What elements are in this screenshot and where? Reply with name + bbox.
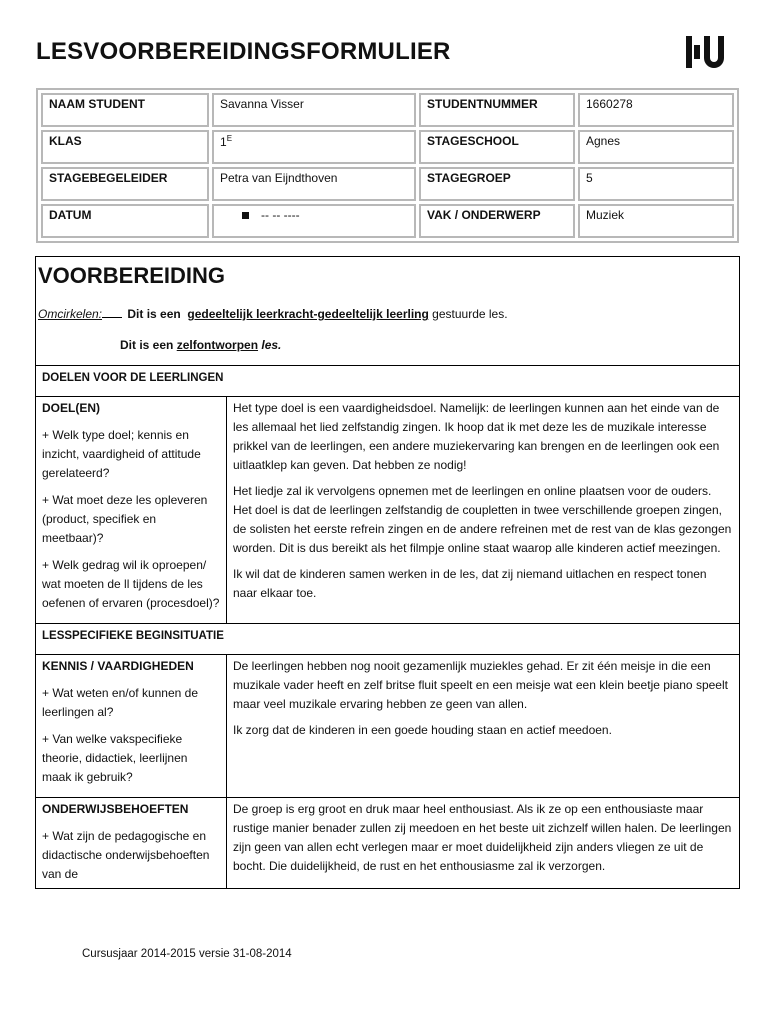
voorbereiding-cell bbox=[36, 257, 740, 366]
omcirkelen-line bbox=[38, 305, 733, 324]
doelen-question-3: + Welk gedrag wil ik oproepen/ wat moeten de ll tijdens de les oefenen of ervaren (procesdoel)? bbox=[42, 558, 220, 610]
doelen-question-1: + Welk type doel; kennis en inzicht, vaardigheid of attitude gerelateerd? bbox=[42, 428, 201, 480]
lesson-form bbox=[35, 256, 740, 889]
naam-value: Savanna Visser bbox=[212, 93, 416, 127]
doelen-section-title: DOELEN VOOR DE LEERLINGEN bbox=[36, 366, 740, 397]
doelen-answers bbox=[227, 397, 740, 624]
bullet-icon bbox=[242, 212, 249, 219]
line2-pre: Dit is een bbox=[120, 338, 174, 352]
doelen-row bbox=[36, 397, 740, 624]
footer-version: Cursusjaar 2014-2015 versie 31-08-2014 bbox=[82, 948, 292, 960]
section-row bbox=[36, 366, 740, 397]
kennis-questions bbox=[36, 655, 227, 798]
studentnummer-label: STUDENTNUMMER bbox=[419, 93, 575, 127]
line1-underlined: gedeeltelijk leerkracht-gedeeltelijk leerling bbox=[187, 307, 429, 321]
klas-value: 1 bbox=[220, 135, 227, 149]
stagebegeleider-label: STAGEBEGELEIDER bbox=[41, 167, 209, 201]
onderwijs-answer-1: De groep is erg groot en druk maar heel enthousiast. Als ik ze op een enthousiaste maar rustige manier benader zullen zij meedoen en het beste uit zichzelf willen halen. De leerlingen zijn geen van allen echt verlegen maar er moet duidelijkheid zijn anders vliegen ze uit de bocht. Die duidelijkheid, de rust en het enthousiasme zal ik verzorgen. bbox=[233, 802, 732, 873]
section-row bbox=[36, 624, 740, 655]
underline-gap bbox=[102, 305, 122, 318]
klas-suffix: E bbox=[226, 134, 233, 143]
page-title: LESVOORBEREIDINGSFORMULIER bbox=[36, 38, 451, 65]
datum-label: DATUM bbox=[41, 204, 209, 238]
stagegroep-value: 5 bbox=[578, 167, 734, 201]
doelen-answer-2: Het liedje zal ik vervolgens opnemen met de leerlingen en online plaatsen voor de ouders. Het doel is dat de leerlingen zelfstandig de coupletten in twee verschillende groepen zingen, de solisten het eerste refrein zingen en de andere refreinen met de rest van de klas gezongen worden. Dit is dus bereikt als het filmpje online staat waarop alle kinderen actief meezingen. bbox=[233, 484, 732, 555]
beginsituatie-section-title: LESSPECIFIEKE BEGINSITUATIE bbox=[36, 624, 740, 655]
onderwijs-row bbox=[36, 798, 740, 889]
onderwijs-left-title: ONDERWIJSBEHOEFTEN bbox=[42, 802, 189, 816]
doelen-left-title: DOEL(EN) bbox=[42, 401, 100, 415]
table-row bbox=[41, 204, 734, 238]
vak-label: VAK / ONDERWERP bbox=[419, 204, 575, 238]
hu-logo-icon bbox=[683, 36, 729, 68]
kennis-row bbox=[36, 655, 740, 798]
doelen-answer-1: Het type doel is een vaardigheidsdoel. Namelijk: de leerlingen kunnen aan het einde van de les allemaal het lied zelfstandig zingen. Ik hoop dat ik met deze les de muzikale interesse prikkel van de leerlingen, een andere muziekervaring kan brengen en de leerlingen ook een uitlaatklep kan geven. Dat hebben ze nodig! bbox=[233, 401, 720, 472]
naam-label: NAAM STUDENT bbox=[41, 93, 209, 127]
stageschool-label: STAGESCHOOL bbox=[419, 130, 575, 164]
line2-italic: les. bbox=[261, 338, 282, 352]
zelfontworpen-line bbox=[120, 336, 733, 355]
onderwijs-answers bbox=[227, 798, 740, 889]
kennis-left-title: KENNIS / VAARDIGHEDEN bbox=[42, 659, 194, 673]
stageschool-value: Agnes bbox=[578, 130, 734, 164]
klas-cell bbox=[212, 130, 416, 164]
table-row bbox=[41, 167, 734, 201]
onderwijs-questions bbox=[36, 798, 227, 889]
omcirkelen-label: Omcirkelen: bbox=[38, 307, 103, 321]
klas-label: KLAS bbox=[41, 130, 209, 164]
table-row bbox=[41, 130, 734, 164]
doelen-question-2: + Wat moet deze les opleveren (product, specifiek en meetbaar)? bbox=[42, 493, 208, 545]
line1-post: gestuurde les. bbox=[432, 307, 508, 321]
stagegroep-label: STAGEGROEP bbox=[419, 167, 575, 201]
vak-value: Muziek bbox=[578, 204, 734, 238]
kennis-answer-1: De leerlingen hebben nog nooit gezamenlijk muziekles gehad. Er zit één meisje in die een muzikale vader heeft en zelf britse fluit speelt en een meisje wat een klein beetje piano speelt maar veel muzikale ervaring hebben ze geen van allen. bbox=[233, 659, 728, 711]
onderwijs-question-1: + Wat zijn de pedagogische en didactische onderwijsbehoeften van de bbox=[42, 829, 210, 881]
student-info-table bbox=[36, 88, 739, 243]
kennis-question-2: + Van welke vakspecifieke theorie, didactiek, leerlijnen maak ik gebruik? bbox=[42, 732, 188, 784]
kennis-answer-2: Ik zorg dat de kinderen in een goede houding staan en actief meedoen. bbox=[233, 723, 612, 737]
kennis-question-1: + Wat weten en/of kunnen de leerlingen al? bbox=[42, 686, 198, 719]
table-row bbox=[41, 93, 734, 127]
voorbereiding-row bbox=[36, 257, 740, 366]
doelen-questions bbox=[36, 397, 227, 624]
datum-cell bbox=[212, 204, 416, 238]
line2-underlined: zelfontworpen bbox=[176, 338, 259, 352]
stagebegeleider-value: Petra van Eijndthoven bbox=[212, 167, 416, 201]
kennis-answers bbox=[227, 655, 740, 798]
line1-pre: Dit is een bbox=[127, 307, 181, 321]
datum-value: -- -- ---- bbox=[261, 208, 300, 222]
studentnummer-value: 1660278 bbox=[578, 93, 734, 127]
doelen-answer-3: Ik wil dat de kinderen samen werken in de les, dat zij niemand uitlachen en respect tonen naar elkaar toe. bbox=[233, 567, 707, 600]
voorbereiding-title: VOORBEREIDING bbox=[38, 263, 226, 288]
